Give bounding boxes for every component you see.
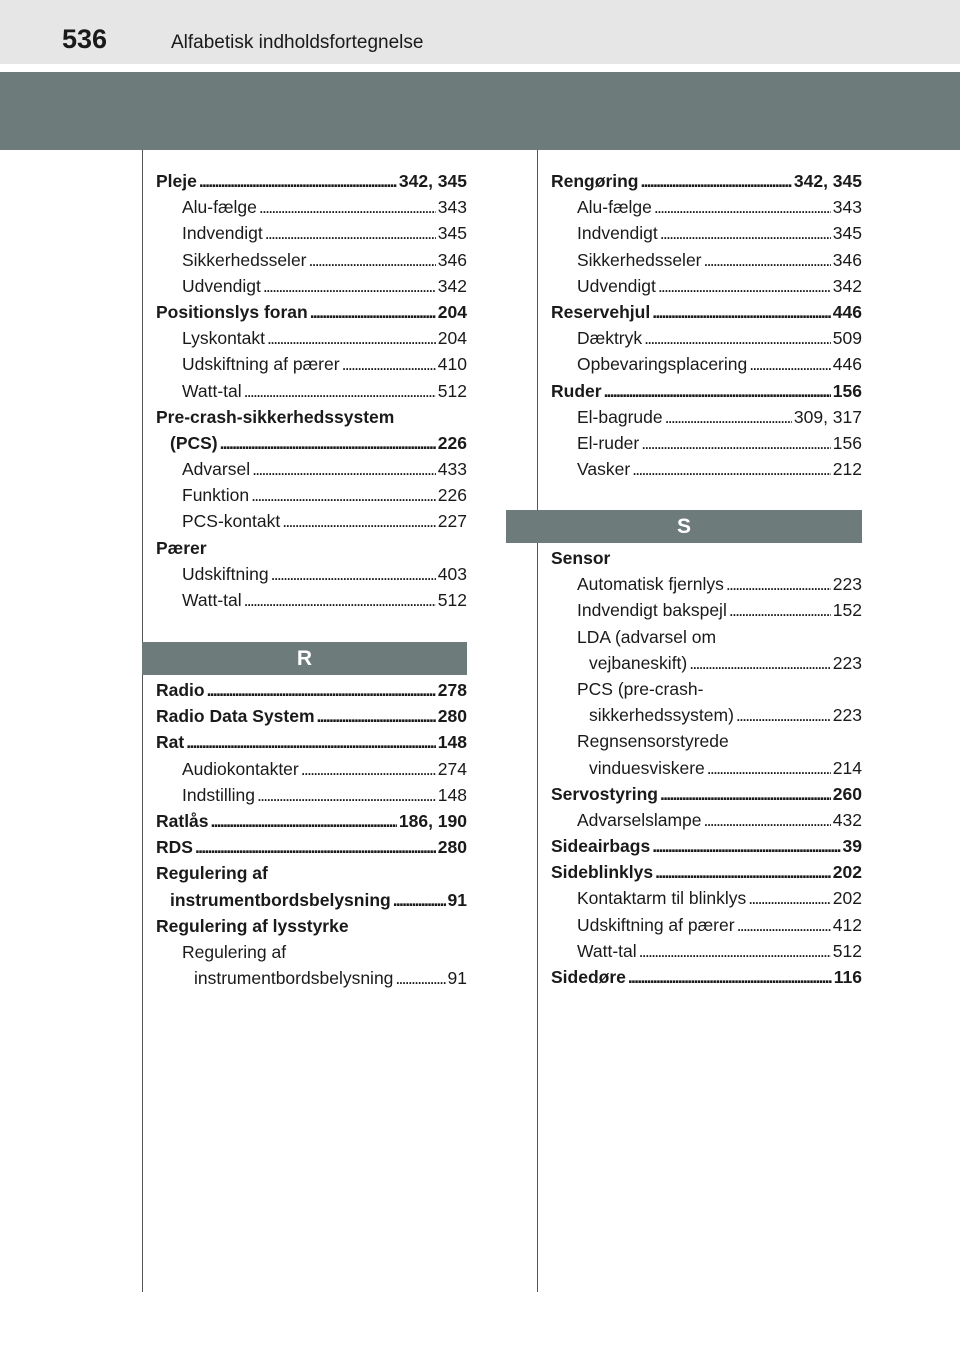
- entry-label: Funktion: [182, 485, 250, 506]
- entry-label: Udskiftning af pærer: [577, 914, 735, 935]
- entry-page-numbers[interactable]: 202: [832, 862, 862, 883]
- dot-leader: [747, 351, 831, 377]
- index-subentry: [551, 728, 862, 754]
- entry-page-numbers[interactable]: 204: [437, 301, 467, 322]
- entry-label: Alu-fælge: [577, 197, 652, 218]
- index-subentry[interactable]: [156, 194, 467, 220]
- index-subentry[interactable]: [156, 325, 467, 351]
- dot-leader: [639, 430, 831, 456]
- index-subentry[interactable]: [551, 885, 862, 911]
- dot-leader: [637, 938, 831, 964]
- dot-leader: [653, 859, 831, 885]
- dot-leader: [734, 702, 831, 728]
- entry-page-numbers[interactable]: 223: [832, 705, 862, 726]
- left-r-entries: [156, 677, 467, 991]
- index-subentry: [551, 676, 862, 702]
- entry-label: instrumentbordsbelysning: [194, 968, 394, 989]
- section-letter-s: S: [506, 510, 862, 543]
- page-title: Alfabetisk indholdsfortegnelse: [171, 32, 424, 53]
- entry-page-numbers[interactable]: 509: [832, 328, 862, 349]
- entry-label: Reservehjul: [551, 301, 651, 322]
- index-subentry[interactable]: [551, 430, 862, 456]
- entry-label: Servostyring: [551, 783, 658, 804]
- entry-label: Watt-tal: [182, 380, 242, 401]
- entry-page-numbers[interactable]: 432: [832, 809, 862, 830]
- entry-page-numbers[interactable]: 343: [437, 197, 467, 218]
- entry-page-numbers[interactable]: 410: [437, 354, 467, 375]
- index-subentry[interactable]: [156, 756, 467, 782]
- entry-label: Rengøring: [551, 171, 639, 191]
- entry-page-numbers[interactable]: 214: [832, 757, 862, 778]
- index-subentry[interactable]: [156, 378, 467, 404]
- index-subentry[interactable]: [551, 938, 862, 964]
- entry-page-numbers[interactable]: 280: [437, 706, 467, 727]
- index-entry: [156, 404, 467, 430]
- dot-leader: [307, 247, 436, 273]
- dot-leader: [218, 430, 436, 456]
- entry-page-numbers[interactable]: 226: [437, 485, 467, 506]
- index-entry[interactable]: [156, 677, 467, 703]
- entry-label: Positionslys foran: [156, 301, 308, 322]
- entry-label: Radio: [156, 680, 205, 700]
- entry-label: Opbevaringsplacering: [577, 354, 748, 375]
- dot-leader: [658, 220, 831, 246]
- entry-page-numbers[interactable]: 280: [437, 837, 467, 858]
- dot-leader: [340, 351, 436, 377]
- index-subentry-continued[interactable]: [551, 650, 862, 676]
- dot-leader: [315, 703, 436, 729]
- index-entry-continued[interactable]: [156, 887, 467, 913]
- index-entry[interactable]: [551, 168, 862, 194]
- entry-label: vinduesviskere: [589, 757, 705, 778]
- entry-label: Audiokontakter: [182, 758, 299, 779]
- index-entry[interactable]: [551, 378, 862, 404]
- index-subentry-continued[interactable]: [551, 755, 862, 781]
- entry-label: LDA (advarsel om: [577, 626, 717, 647]
- dot-leader: [280, 508, 436, 534]
- entry-page-numbers[interactable]: 204: [437, 328, 467, 349]
- entry-page-numbers[interactable]: 91: [447, 968, 467, 989]
- index-subentry[interactable]: [551, 273, 862, 299]
- entry-page-numbers[interactable]: 186, 190: [398, 810, 467, 831]
- index-entry[interactable]: [156, 729, 467, 755]
- dot-leader: [299, 756, 436, 782]
- index-entry[interactable]: [156, 808, 467, 834]
- dot-leader: [308, 299, 436, 325]
- entry-label: El-bagrude: [577, 406, 663, 427]
- entry-label: Kontaktarm til blinklys: [577, 888, 747, 909]
- entry-label: Indstilling: [182, 784, 255, 805]
- entry-page-numbers[interactable]: 227: [437, 511, 467, 532]
- dot-leader: [193, 834, 436, 860]
- dot-leader: [656, 273, 831, 299]
- entry-page-numbers[interactable]: 274: [437, 758, 467, 779]
- dot-leader: [652, 194, 831, 220]
- index-subentry[interactable]: [156, 220, 467, 246]
- index-subentry[interactable]: [156, 508, 467, 534]
- dot-leader: [197, 168, 397, 194]
- entry-label: Udskiftning af pærer: [182, 354, 340, 375]
- index-entry[interactable]: [156, 834, 467, 860]
- index-subentry: [551, 624, 862, 650]
- index-subentry[interactable]: [156, 482, 467, 508]
- entry-page-numbers[interactable]: 148: [437, 784, 467, 805]
- entry-label: vejbaneskift): [589, 652, 688, 673]
- index-entry[interactable]: [551, 781, 862, 807]
- section-letter-r: R: [142, 642, 467, 675]
- entry-page-numbers[interactable]: 116: [833, 967, 862, 987]
- index-subentry[interactable]: [156, 247, 467, 273]
- dot-leader: [724, 571, 831, 597]
- entry-label: El-ruder: [577, 432, 640, 453]
- entry-page-numbers[interactable]: 512: [437, 590, 467, 610]
- entry-label: Indvendigt bakspejl: [577, 600, 727, 621]
- index-subentry[interactable]: [551, 912, 862, 938]
- index-subentry[interactable]: [551, 597, 862, 623]
- index-subentry[interactable]: [551, 220, 862, 246]
- entry-label: instrumentbordsbelysning: [170, 889, 391, 910]
- dot-leader: [265, 325, 436, 351]
- index-entry[interactable]: [551, 299, 862, 325]
- index-subentry[interactable]: [551, 807, 862, 833]
- right-s-entries: [551, 545, 862, 990]
- entry-label: Advarselslampe: [577, 809, 702, 830]
- dot-leader: [184, 729, 436, 755]
- index-entry-continued[interactable]: [156, 430, 467, 456]
- entry-label: Pleje: [156, 171, 197, 191]
- entry-label: PCS (pre-crash-: [577, 678, 704, 699]
- entry-page-numbers[interactable]: 212: [832, 459, 862, 480]
- dot-leader: [702, 807, 831, 833]
- entry-page-numbers[interactable]: 433: [437, 459, 467, 480]
- entry-label: (PCS): [170, 432, 218, 453]
- entry-page-numbers[interactable]: 223: [832, 574, 862, 595]
- dot-leader: [702, 247, 831, 273]
- entry-label: Regulering af: [156, 863, 268, 884]
- entry-page-numbers[interactable]: 309, 317: [793, 406, 862, 427]
- index-subentry[interactable]: [156, 456, 467, 482]
- index-subentry[interactable]: [156, 782, 467, 808]
- entry-page-numbers[interactable]: 148: [437, 732, 467, 753]
- page-number: 536: [62, 24, 108, 54]
- index-subentry[interactable]: [156, 587, 467, 613]
- entry-page-numbers[interactable]: 223: [832, 652, 862, 673]
- entry-page-numbers[interactable]: 346: [832, 249, 862, 270]
- entry-label: RDS: [156, 837, 193, 858]
- entry-label: Regulering af lysstyrke: [156, 915, 349, 936]
- index-subentry[interactable]: [551, 351, 862, 377]
- index-entry: [156, 860, 467, 886]
- entry-page-numbers[interactable]: 156: [832, 380, 862, 401]
- entry-label: Watt-tal: [182, 590, 242, 610]
- p-entries: [156, 168, 467, 613]
- dot-leader: [663, 404, 792, 430]
- dot-leader: [269, 561, 436, 587]
- entry-label: Indvendigt: [182, 223, 263, 244]
- entry-label: Indvendigt: [577, 223, 658, 244]
- dot-leader: [263, 220, 436, 246]
- entry-label: Sidedøre: [551, 967, 626, 987]
- entry-label: Sideairbags: [551, 836, 651, 857]
- index-subentry[interactable]: [156, 561, 467, 587]
- dot-leader: [250, 456, 436, 482]
- entry-label: Sideblinklys: [551, 862, 654, 883]
- index-entry: [156, 913, 467, 939]
- dot-leader: [255, 782, 436, 808]
- index-subentry[interactable]: [551, 247, 862, 273]
- entry-label: Sensor: [551, 548, 611, 568]
- entry-label: Pærer: [156, 537, 207, 558]
- entry-label: Udvendigt: [577, 275, 656, 296]
- entry-label: Vasker: [577, 459, 631, 480]
- header-bar: [0, 0, 960, 64]
- entry-page-numbers[interactable]: 512: [832, 940, 862, 961]
- entry-label: Ratlås: [156, 810, 209, 831]
- dot-leader: [650, 299, 831, 325]
- left-index-column: [156, 168, 467, 613]
- index-subentry[interactable]: [551, 404, 862, 430]
- dot-leader: [242, 378, 436, 404]
- entry-label: Ruder: [551, 380, 602, 401]
- entry-page-numbers[interactable]: 91: [447, 889, 467, 910]
- entry-page-numbers[interactable]: 342: [832, 275, 862, 296]
- entry-label: Rat: [156, 732, 185, 753]
- dot-leader: [705, 755, 831, 781]
- dot-leader: [257, 194, 436, 220]
- entry-page-numbers[interactable]: 446: [832, 354, 862, 375]
- index-subentry[interactable]: [156, 273, 467, 299]
- header-band: [0, 72, 960, 150]
- entry-label: Sikkerhedsseler: [577, 249, 702, 270]
- entry-label: sikkerhedssystem): [589, 705, 734, 726]
- dot-leader: [687, 650, 831, 676]
- dot-leader: [626, 964, 832, 990]
- index-subentry[interactable]: [551, 456, 862, 482]
- index-entry: [551, 545, 862, 571]
- entry-label: Udskiftning: [182, 563, 269, 584]
- entry-label: Pre-crash-sikkerhedssystem: [156, 406, 395, 427]
- dot-leader: [209, 808, 397, 834]
- index-subentry-continued[interactable]: [156, 965, 467, 991]
- dot-leader: [630, 456, 831, 482]
- index-subentry[interactable]: [156, 351, 467, 377]
- entry-page-numbers[interactable]: 260: [832, 783, 862, 804]
- right-column-rule: [537, 150, 538, 1292]
- dot-leader: [746, 885, 831, 911]
- dot-leader: [642, 325, 831, 351]
- entry-page-numbers[interactable]: 343: [832, 197, 862, 218]
- entry-label: PCS-kontakt: [182, 511, 281, 532]
- entry-page-numbers[interactable]: 39: [842, 836, 862, 857]
- dot-leader: [735, 912, 831, 938]
- dot-leader: [249, 482, 436, 508]
- entry-label: Regnsensorstyrede: [577, 731, 729, 752]
- entry-page-numbers[interactable]: 512: [437, 380, 467, 401]
- right-index-column: [551, 168, 862, 482]
- entry-page-numbers[interactable]: 346: [437, 249, 467, 270]
- index-entry[interactable]: [156, 703, 467, 729]
- entry-label: Sikkerhedsseler: [182, 249, 307, 270]
- index-subentry[interactable]: [551, 194, 862, 220]
- index-entry[interactable]: [551, 964, 862, 990]
- entry-label: Regulering af: [182, 941, 287, 962]
- index-entry[interactable]: [156, 168, 467, 194]
- entry-page-numbers[interactable]: 202: [832, 888, 862, 909]
- entry-page-numbers[interactable]: 412: [832, 914, 862, 935]
- index-entry[interactable]: [551, 859, 862, 885]
- entry-page-numbers[interactable]: 152: [832, 600, 862, 621]
- entry-label: Dæktryk: [577, 328, 643, 349]
- entry-label: Udvendigt: [182, 275, 261, 296]
- entry-page-numbers[interactable]: 446: [832, 301, 862, 322]
- entry-label: Alu-fælge: [182, 197, 257, 218]
- dot-leader: [242, 587, 436, 613]
- dot-leader: [639, 168, 792, 194]
- entry-page-numbers[interactable]: 156: [832, 432, 862, 453]
- index-subentry: [156, 939, 467, 965]
- entry-page-numbers[interactable]: 342, 345: [398, 171, 467, 191]
- entry-page-numbers[interactable]: 342: [437, 275, 467, 296]
- dot-leader: [391, 887, 446, 913]
- entry-page-numbers[interactable]: 278: [437, 680, 467, 700]
- dot-leader: [602, 378, 831, 404]
- left-column-rule: [142, 150, 143, 1292]
- entry-page-numbers[interactable]: 403: [437, 563, 467, 584]
- entry-label: Watt-tal: [577, 940, 637, 961]
- entry-page-numbers[interactable]: 345: [832, 223, 862, 244]
- entry-page-numbers[interactable]: 345: [437, 223, 467, 244]
- index-subentry[interactable]: [551, 571, 862, 597]
- dot-leader: [650, 833, 840, 859]
- entry-label: Advarsel: [182, 459, 251, 480]
- dot-leader: [393, 965, 445, 991]
- index-subentry-continued[interactable]: [551, 702, 862, 728]
- index-subentry[interactable]: [551, 325, 862, 351]
- index-entry[interactable]: [551, 833, 862, 859]
- index-entry[interactable]: [156, 299, 467, 325]
- entry-page-numbers[interactable]: 342, 345: [793, 171, 862, 191]
- entry-label: Radio Data System: [156, 706, 315, 727]
- entry-label: Lyskontakt: [182, 328, 266, 349]
- dot-leader: [261, 273, 436, 299]
- index-entry: [156, 535, 467, 561]
- dot-leader: [727, 597, 831, 623]
- entry-page-numbers[interactable]: 226: [437, 432, 467, 453]
- dot-leader: [205, 677, 436, 703]
- dot-leader: [658, 781, 831, 807]
- entry-label: Automatisk fjernlys: [577, 574, 724, 595]
